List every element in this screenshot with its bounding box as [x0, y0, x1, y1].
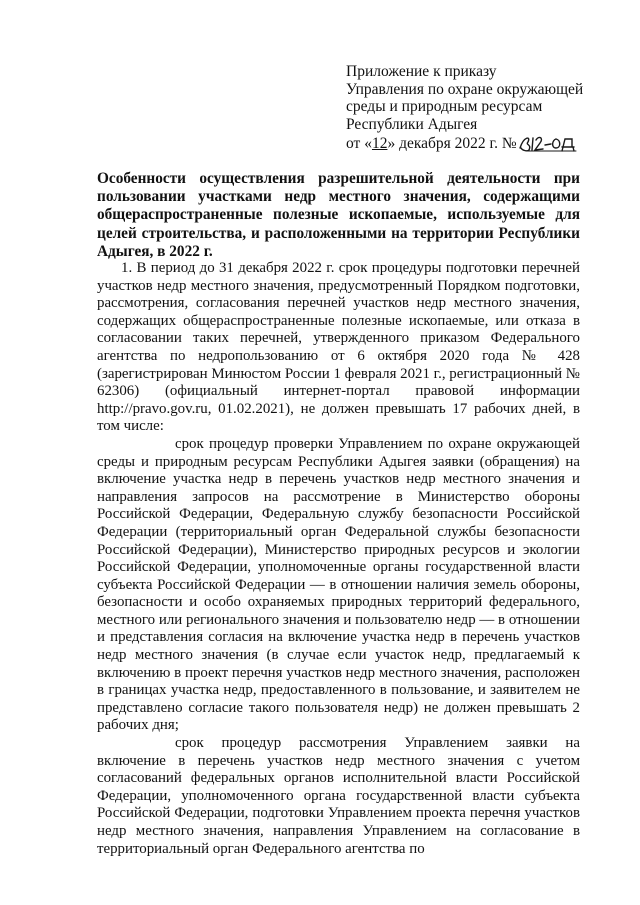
appendix-line-4: Республики Адыгея — [346, 115, 478, 133]
order-day: 12 — [371, 135, 388, 153]
order-date-line — [346, 133, 586, 158]
paragraph-2: срок процедур проверки Управлением по охране окружающей среды и природным ресурсам Республики Адыгея заявки (обращения) на включение участка недр в перечень участков недр местного значения и направления запросов на рассмотрение в Министерство обороны Российской Федерации, Федеральную службу безопасности Российской Федерации (территориальный орган Федеральной службы безопасности Российской Федерации), Министерство природных ресурсов и экологии Российской Федерации, уполномоченные органы государственной власти субъекта Российской Федерации — в отношении наличия земель обороны, безопасности и особо охраняемых природных территорий федерального, местного или регионального значения и пользователю недр — в отношении и представления согласия на включение участка недр в перечень участков недр местного значения (в случае если участок недр, предлагаемый к включению в проект перечня участков недр местного значения, расположен в границах участка недр, предоставленного в пользование, и заявителем не представлено согласие такого пользователя недр) не должен превышать 2 рабочих дня; — [97, 435, 580, 734]
document-body — [97, 260, 580, 858]
appendix-line-3: среды и природным ресурсам — [346, 98, 543, 116]
document-title: Особенности осуществления разрешительной деятельности при пользовании участками недр местного значения, содержащими общераспространенные полезные ископаемые, используемые для целей строительства, и расположенными на территории Республики Адыгея, в 2022 г. — [97, 170, 580, 260]
paragraph-1: 1. В период до 31 декабря 2022 г. срок процедуры подготовки перечней участков недр местного значения, предусмотренный Порядком подготовки, рассмотрения, согласования перечней участков недр местного значения, содержащих общераспространенные полезные ископаемые, или отказа в согласовании таких перечней, утвержденного приказом Федерального агентства по недропользованию от 6 октября 2020 года № 428 (зарегистрирован Минюстом России 1 февраля 2021 г., регистрационный № 62306) (официальный интернет-портал правовой информации http://pravo.gov.ru, 01.02.2021), не должен превышать 17 рабочих дней, в том числе: — [97, 260, 580, 435]
handwritten-order-number — [518, 133, 580, 158]
date-rest: » декабря 2022 г. № — [387, 135, 517, 153]
appendix-line-1: Приложение к приказу — [346, 63, 497, 80]
appendix-header — [346, 63, 586, 158]
date-prefix: от « — [346, 135, 372, 153]
appendix-line-2: Управления по охране окружающей — [346, 80, 584, 98]
paragraph-3: срок процедур рассмотрения Управлением заявки на включение в перечень участков недр местного значения с учетом согласований федеральных органов исполнительной власти Российской Федерации, уполномоченного органа государственной власти субъекта Российской Федерации, подготовки Управлением проекта перечня участков недр местного значения, направления Управлением на согласование в территориальный орган Федерального агентства по — [97, 735, 580, 857]
